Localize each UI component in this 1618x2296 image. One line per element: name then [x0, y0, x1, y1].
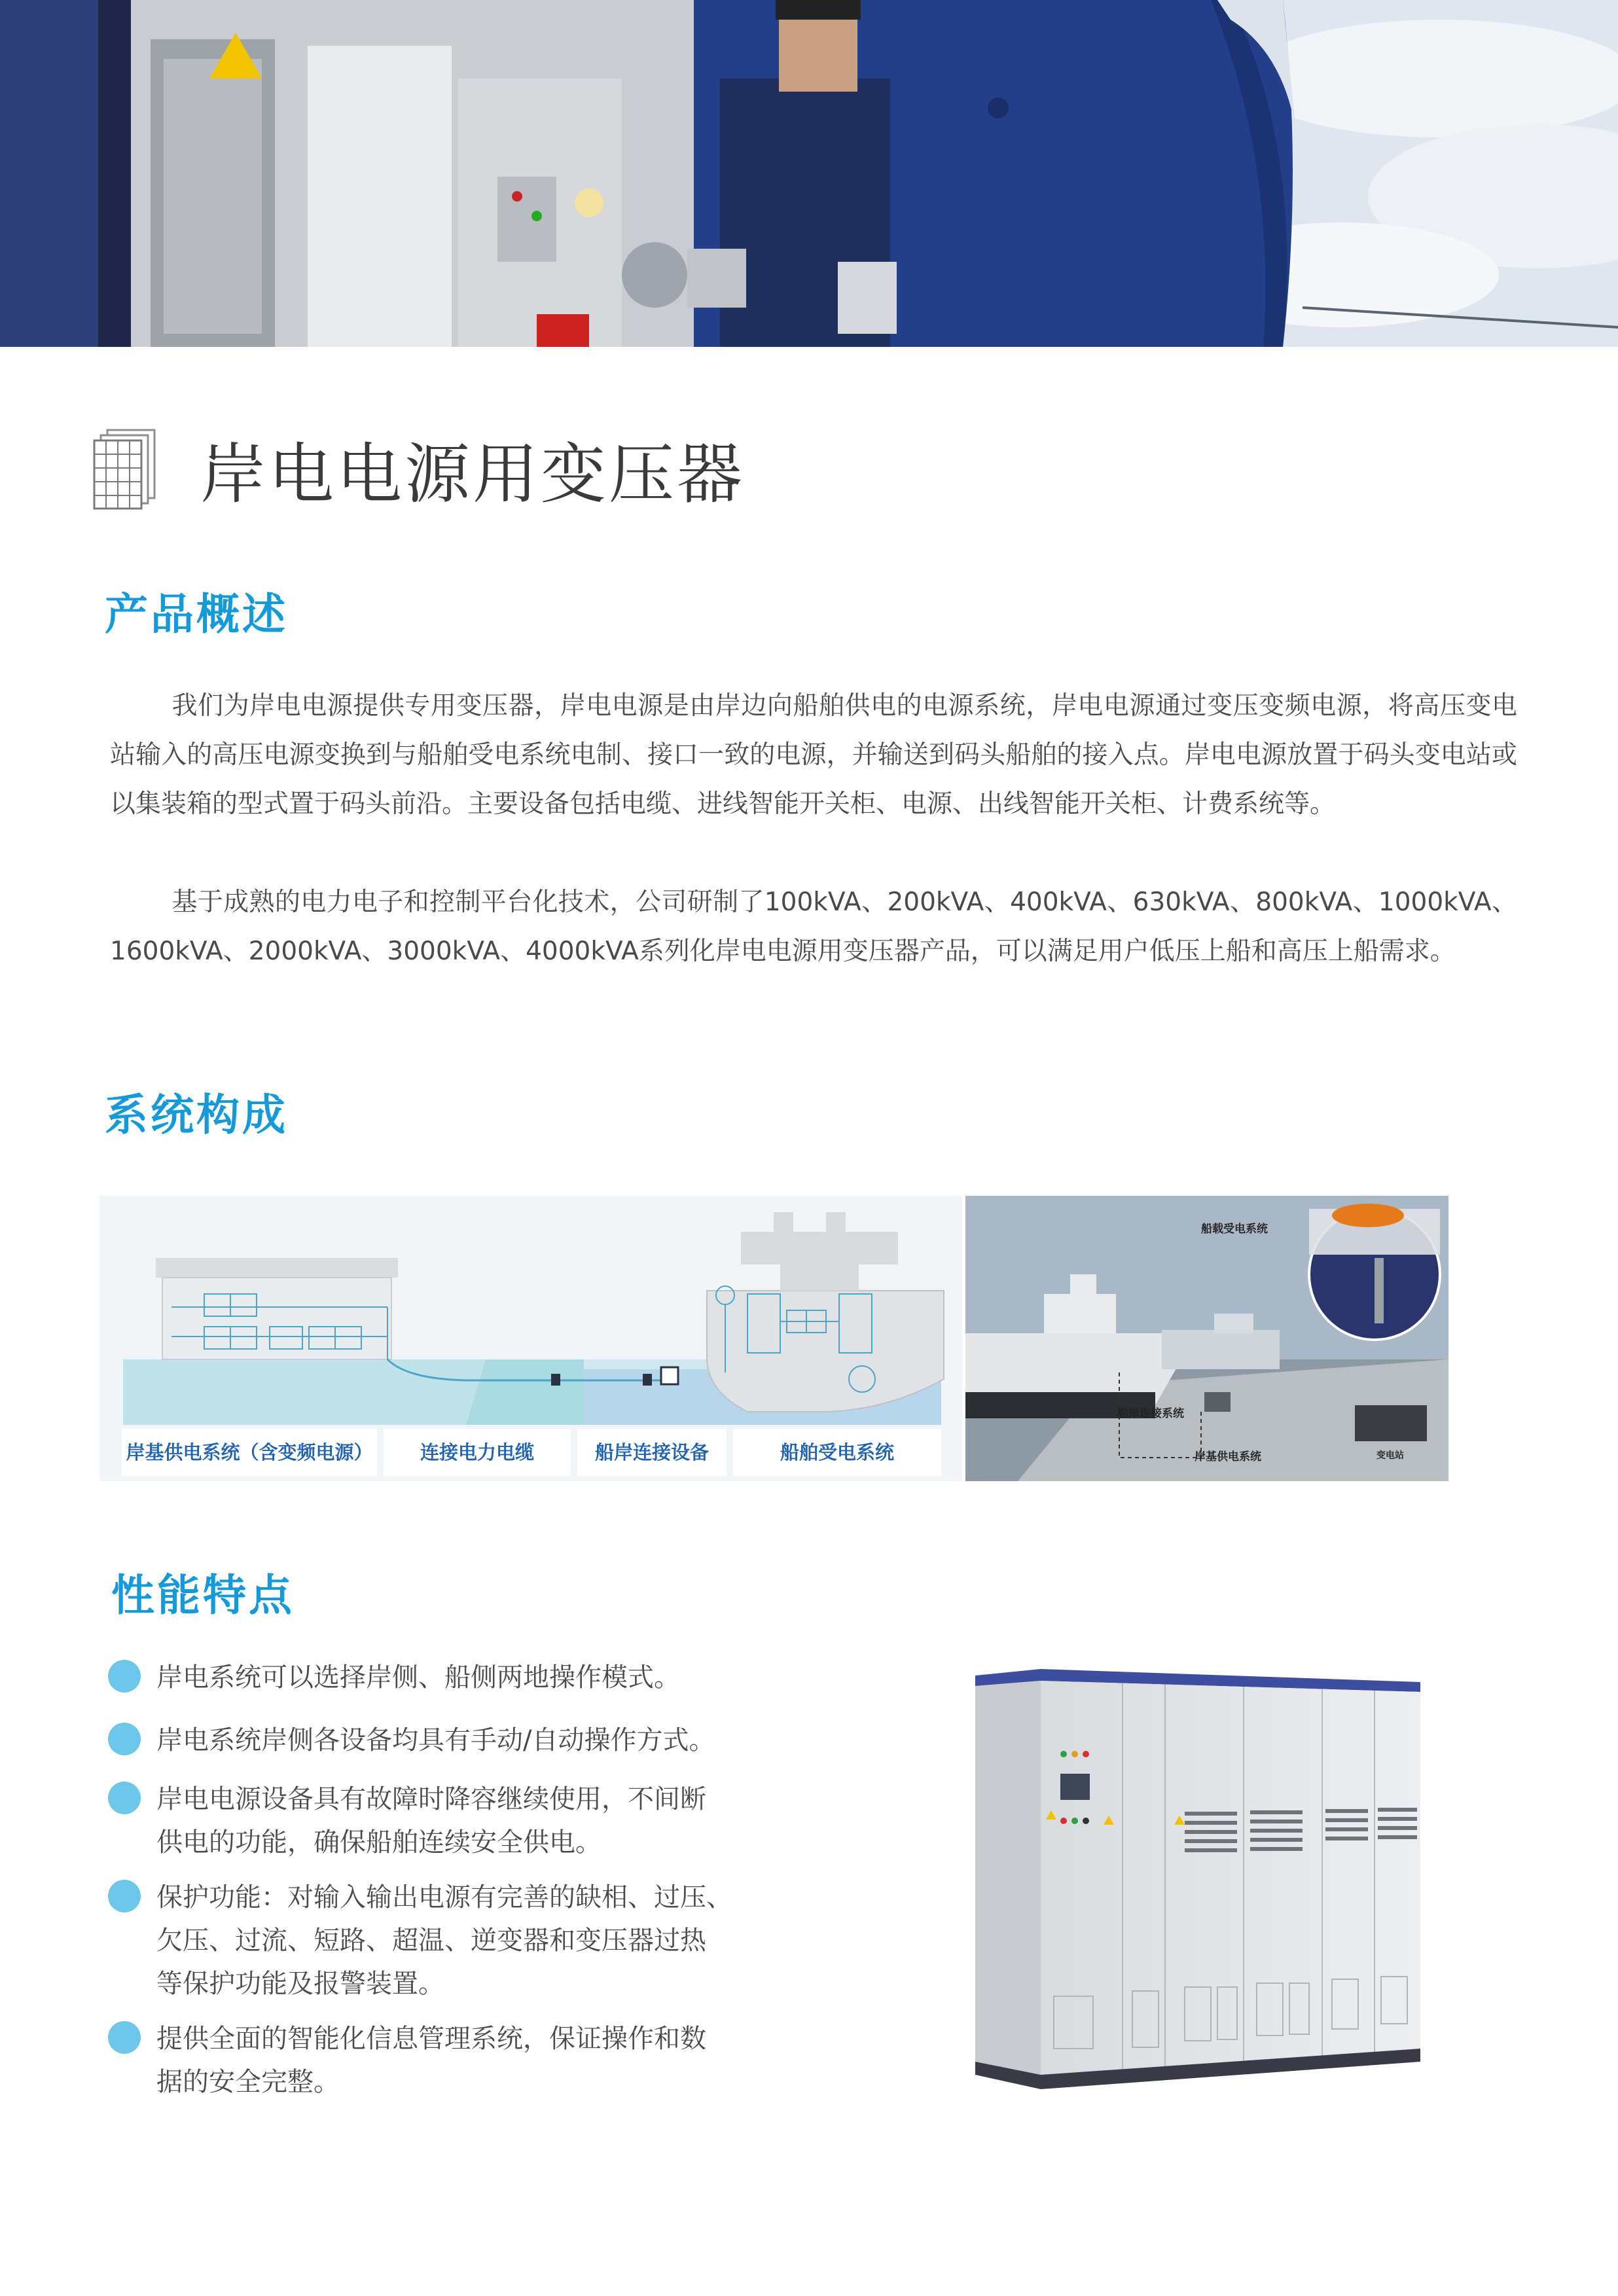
bullet-dot: [108, 2021, 141, 2054]
scene-label-substation: 变电站: [1376, 1450, 1404, 1461]
feature-text: [156, 2017, 811, 2104]
feature-text: [156, 1876, 811, 2005]
system-diagram: [99, 1196, 962, 1481]
solar-panel-icon: [92, 429, 157, 512]
bullet-dot: [108, 1660, 141, 1693]
scene-label-shore: 岸基供电系统: [1195, 1450, 1261, 1463]
diagram-label-connection-equipment: 船岸连接设备: [577, 1429, 727, 1476]
feature-line: 欠压、过流、短路、超温、逆变器和变压器过热: [156, 1926, 706, 1956]
bullet-dot: [108, 1723, 141, 1755]
overview-paragraph-1-text: 我们为岸电电源提供专用变压器，岸电电源是由岸边向船舶供电的电源系统，岸电电源通过变压变频电源，将高压变电站输入的高压电源变换到与船舶受电系统电制、接口一致的电源，并输送到码头船舶的接入点。岸电电源放置于码头变电站或以集装箱的型式置于码头前沿。主要设备包括电缆、进线智能开关柜、电源、出线智能开关柜、计费系统等。: [110, 691, 1517, 819]
feature-line: 据的安全完整。: [156, 2067, 340, 2097]
overview-paragraph-2-text: 基于成熟的电力电子和控制平台化技术，公司研制了100kVA、200kVA、400kVA、630kVA、800kVA、1000kVA、1600kVA、2000kVA、3000kVA、4000kVA系列化岸电电源用变压器产品，可以满足用户低压上船和高压上船需求。: [110, 888, 1517, 966]
hero-photo: [0, 0, 1618, 347]
diagram-label-shore-supply: 岸基供电系统（含变频电源）: [122, 1429, 377, 1476]
scene-label-connection: 船岸连接系统: [1117, 1407, 1184, 1420]
bullet-dot: [108, 1782, 141, 1814]
features-heading: 性能特点: [111, 1570, 295, 1621]
diagram-label-ship-receiving: 船舶受电系统: [733, 1429, 941, 1476]
feature-line: 供电的功能，确保船舶连续安全供电。: [156, 1827, 602, 1857]
bullet-dot: [108, 1880, 141, 1912]
transformer-cabinet-image: [969, 1656, 1427, 2114]
scene-label-onboard: 船载受电系统: [1201, 1223, 1268, 1236]
overview-heading: 产品概述: [105, 589, 288, 639]
diagram-label-power-cable: 连接电力电缆: [384, 1429, 571, 1476]
feature-line: 岸电系统可以选择岸侧、船侧两地操作模式。: [156, 1662, 680, 1693]
system-heading: 系统构成: [105, 1090, 288, 1140]
feature-line: 等保护功能及报警装置。: [156, 1969, 444, 1999]
overview-paragraph-1: [110, 681, 1517, 829]
feature-text: [156, 1656, 811, 1699]
feature-text: [156, 1719, 811, 1762]
feature-line: 岸电电源设备具有故障时降容继续使用，不间断: [156, 1784, 706, 1814]
port-scene-illustration: [965, 1196, 1448, 1481]
overview-paragraph-2: [110, 878, 1517, 976]
feature-text: [156, 1778, 811, 1864]
feature-line: 提供全面的智能化信息管理系统，保证操作和数: [156, 2024, 706, 2054]
feature-line: 岸电系统岸侧各设备均具有手动/自动操作方式。: [156, 1725, 715, 1755]
feature-line: 保护功能：对输入输出电源有完善的缺相、过压、: [156, 1882, 732, 1912]
page-title: 岸电电源用变压器: [200, 436, 745, 512]
